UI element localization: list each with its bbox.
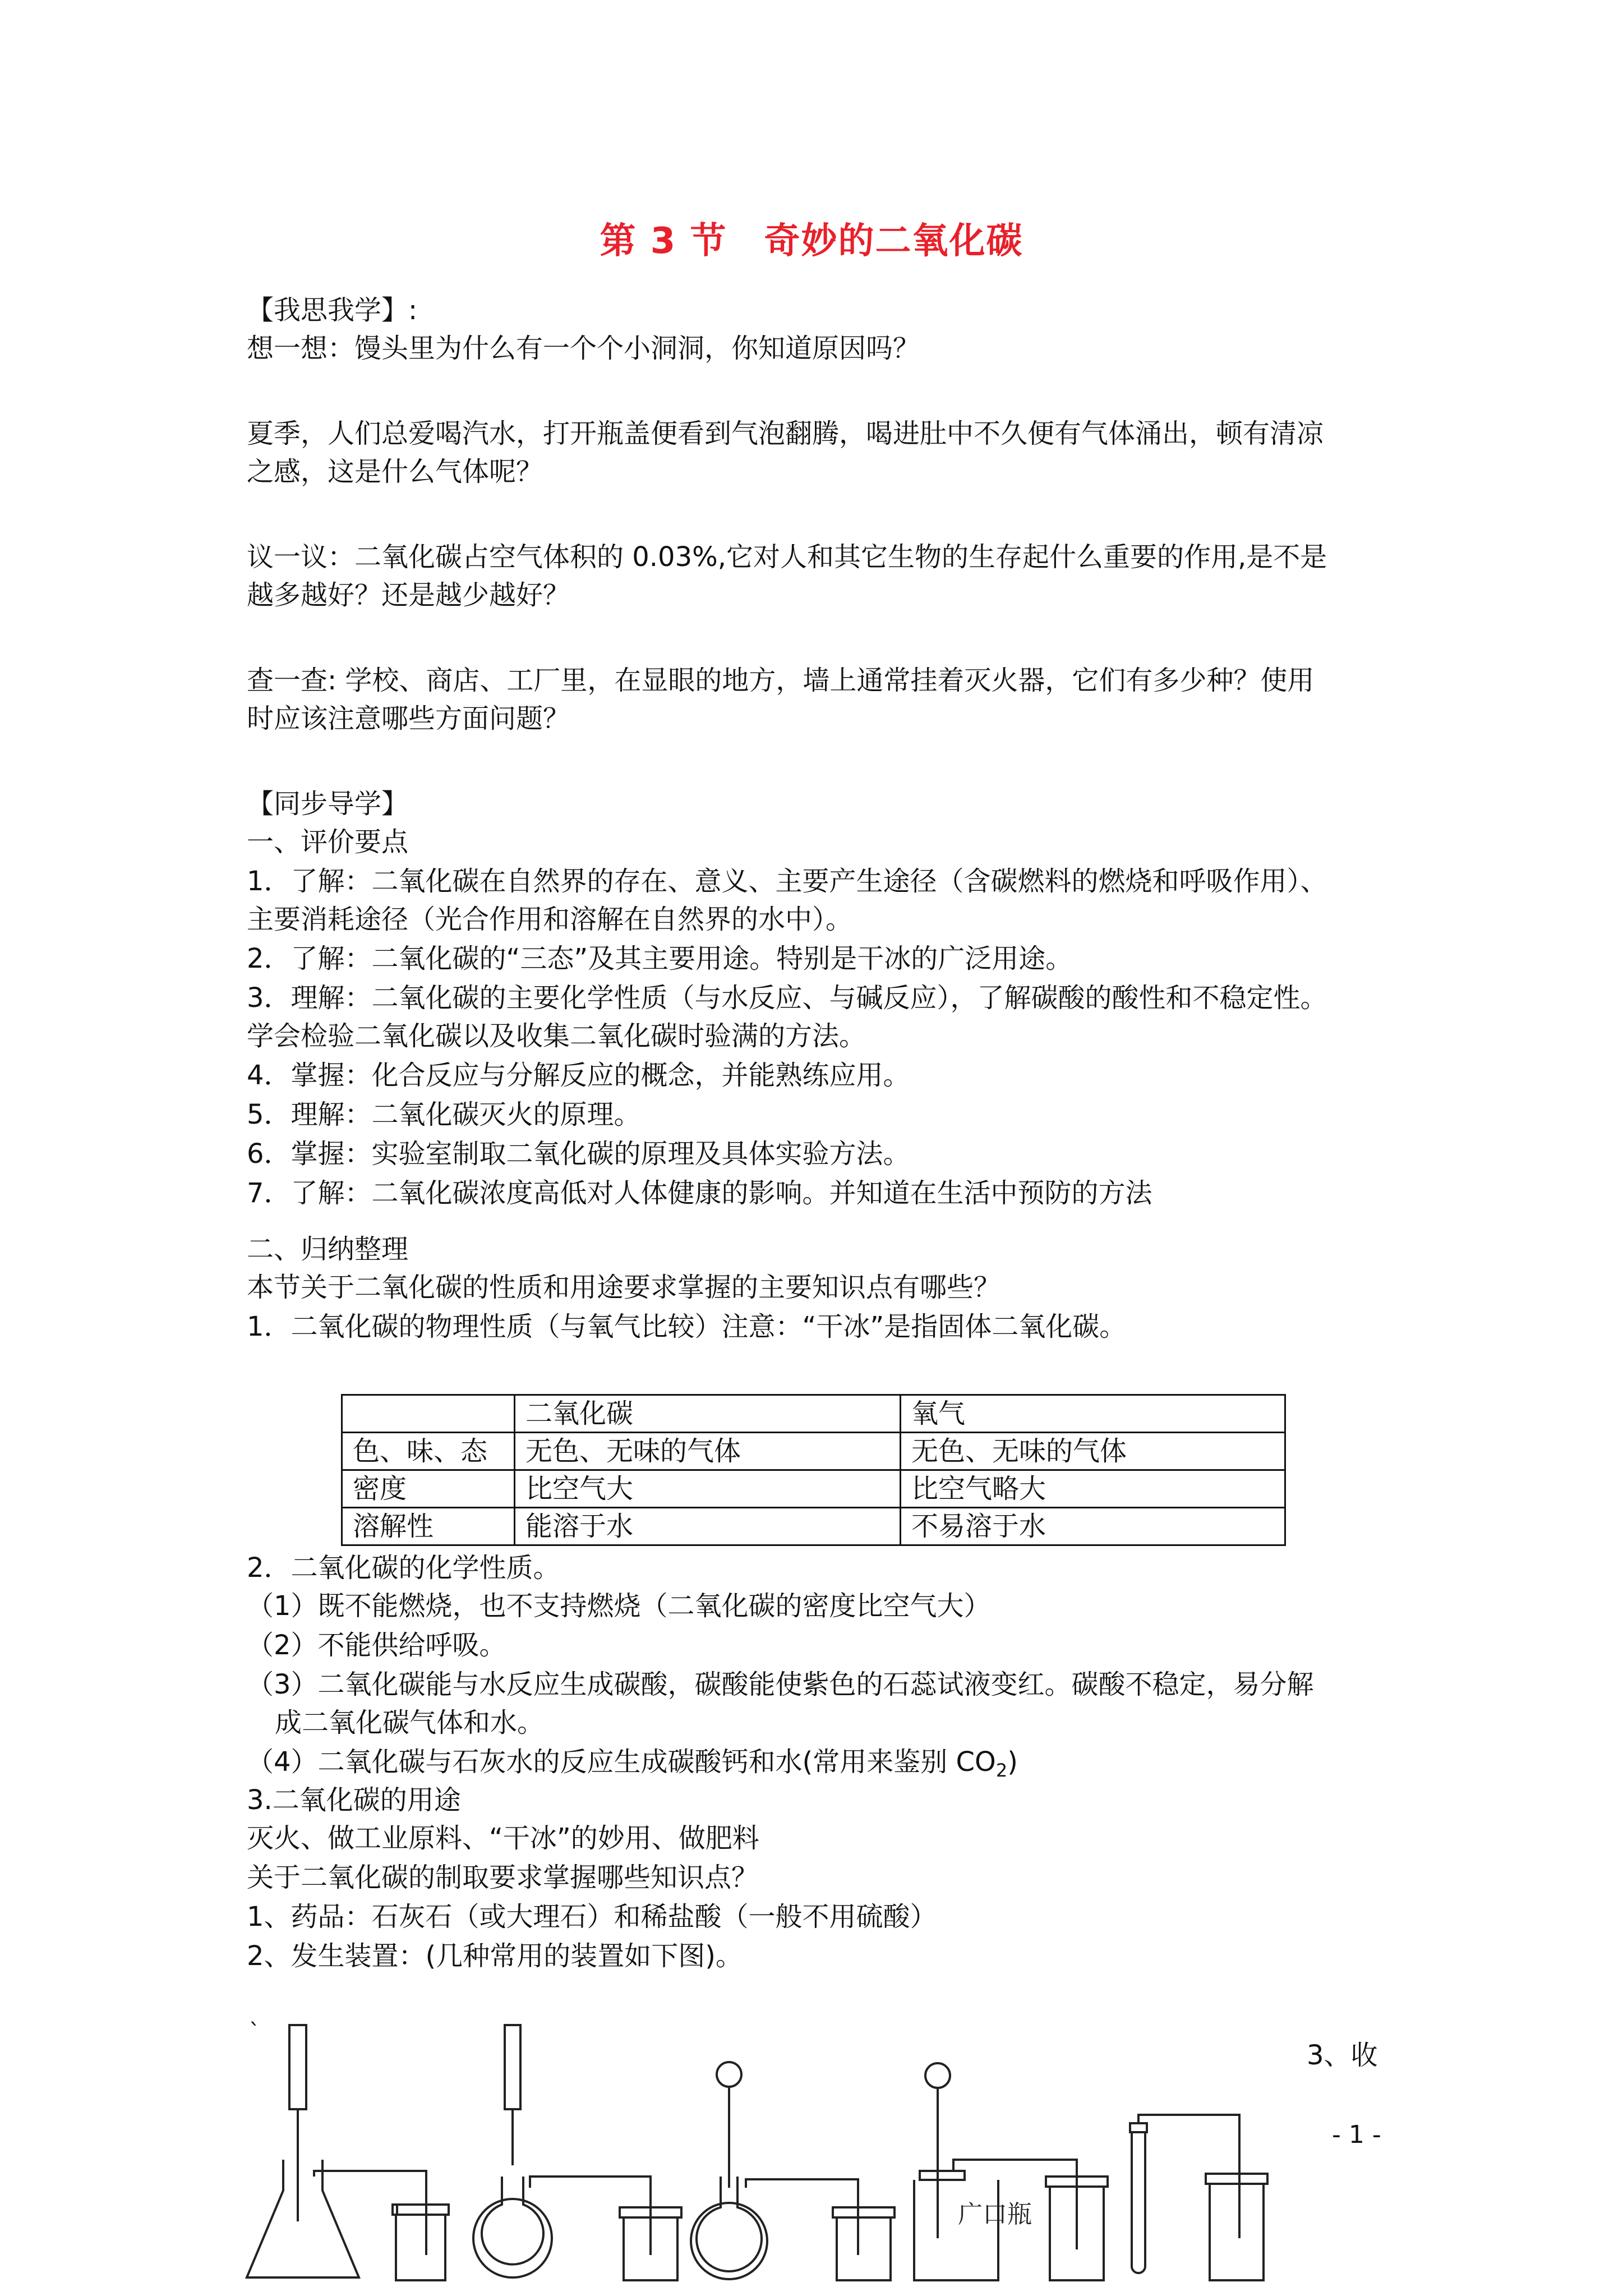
- point-4: 4．掌握：化合反应与分解反应的概念，并能熟练应用。: [247, 1060, 910, 1091]
- chem-point-4-end: ): [1007, 1746, 1018, 1778]
- point-1-line-1: 1．了解：二氧化碳在自然界的存在、意义、主要产生途径（含碳燃料的燃烧和呼吸作用）、: [247, 866, 1327, 897]
- drug-line: 1、药品：石灰石（或大理石）和稀盐酸（一般不用硫酸）: [247, 1901, 937, 1932]
- chem-point-1: （1）既不能燃烧，也不支持燃烧（二氧化碳的密度比空气大）: [247, 1590, 991, 1622]
- table-cell: 比空气略大: [901, 1470, 1285, 1508]
- discuss-line-1: 议一议：二氧化碳占空气体积的 0.03%,它对人和其它生物的生存起什么重要的作用,是不是: [247, 541, 1327, 573]
- apparatus-3: [691, 2062, 895, 2280]
- chemical-properties-heading: 2．二氧化碳的化学性质。: [247, 1552, 560, 1584]
- think-question: 想一想：馒头里为什么有一个个小洞洞，你知道原因吗？: [247, 333, 920, 364]
- subscript-2: 2: [995, 1760, 1008, 1781]
- table-cell: 溶解性: [342, 1508, 515, 1545]
- heading-tongbu: 【同步导学】: [247, 788, 409, 820]
- check-line-1: 查一查: 学校、商店、工厂里，在显眼的地方，墙上通常挂着灭火器，它们有多少种？使用: [247, 665, 1315, 696]
- table-cell: 色、味、态: [342, 1433, 515, 1470]
- chem-point-3-line-1: （3）二氧化碳能与水反应生成碳酸，碳酸能使紫色的石蕊试液变红。碳酸不稳定，易分解: [247, 1669, 1314, 1700]
- table-cell: 无色、无味的气体: [515, 1433, 901, 1470]
- uses-list: 灭火、做工业原料、“干冰”的妙用、做肥料: [247, 1823, 759, 1854]
- chem-point-4-text: （4）二氧化碳与石灰水的反应生成碳酸钙和水(常用来鉴别 CO: [247, 1746, 996, 1778]
- table-cell: 无色、无味的气体: [901, 1433, 1285, 1470]
- discuss-line-2: 越多越好？还是越少越好？: [247, 579, 570, 611]
- apparatus-2: [473, 2025, 681, 2280]
- apparatus-5: [1130, 2115, 1267, 2280]
- point-3-line-1: 3．理解：二氧化碳的主要化学性质（与水反应、与碱反应），了解碳酸的酸性和不稳定性。: [247, 982, 1327, 1014]
- summer-line-1: 夏季，人们总爱喝汽水，打开瓶盖便看到气泡翻腾，喝进肚中不久便有气体涌出，顿有清凉: [247, 418, 1324, 449]
- table-cell: 二氧化碳: [515, 1395, 901, 1433]
- page-number: - 1 -: [1332, 2120, 1381, 2149]
- point-7: 7．了解：二氧化碳浓度高低对人体健康的影响。并知道在生活中预防的方法: [247, 1177, 1152, 1209]
- chem-point-2: （2）不能供给呼吸。: [247, 1630, 506, 1661]
- collect-fragment: 3、收: [1307, 2040, 1378, 2071]
- question-preparation: 关于二氧化碳的制取要求掌握哪些知识点？: [247, 1862, 759, 1893]
- page-title: 第 3 节 奇妙的二氧化碳: [600, 220, 1023, 262]
- point-5: 5．理解：二氧化碳灭火的原理。: [247, 1099, 641, 1130]
- point-2: 2．了解：二氧化碳的“三态”及其主要用途。特别是干冰的广泛用途。: [247, 943, 1073, 974]
- question-properties: 本节关于二氧化碳的性质和用途要求掌握的主要知识点有哪些？: [247, 1272, 1001, 1303]
- table-cell: 能溶于水: [515, 1508, 901, 1545]
- physical-properties-heading: 1．二氧化碳的物理性质（与氧气比较）注意：“干冰”是指固体二氧化碳。: [247, 1311, 1127, 1342]
- figure-label: 广口瓶: [958, 2200, 1032, 2229]
- chem-point-3-line-2: 成二氧化碳气体和水。: [275, 1707, 545, 1738]
- uses-heading: 3.二氧化碳的用途: [247, 1784, 461, 1816]
- table-cell: 比空气大: [515, 1470, 901, 1508]
- table-cell: 不易溶于水: [901, 1508, 1285, 1545]
- point-3-line-2: 学会检验二氧化碳以及收集二氧化碳时验满的方法。: [247, 1020, 866, 1052]
- table-cell: 密度: [342, 1470, 515, 1508]
- apparatus-1: [247, 2025, 449, 2280]
- summer-line-2: 之感，这是什么气体呢？: [247, 456, 543, 487]
- apparatus-4: [914, 2063, 1108, 2280]
- point-6: 6．掌握：实验室制取二氧化碳的原理及具体实验方法。: [247, 1138, 910, 1170]
- section-1-heading: 一、评价要点: [247, 826, 409, 858]
- device-line: 2、发生装置：(几种常用的装置如下图)。: [247, 1940, 743, 1972]
- stray-mark: `: [249, 2019, 260, 2045]
- check-line-2: 时应该注意哪些方面问题？: [247, 703, 570, 734]
- heading-wosi: 【我思我学】:: [247, 295, 418, 326]
- table-cell: 氧气: [901, 1395, 1285, 1433]
- section-2-heading: 二、归纳整理: [247, 1234, 409, 1265]
- point-1-line-2: 主要消耗途径（光合作用和溶解在自然界的水中）。: [247, 904, 853, 935]
